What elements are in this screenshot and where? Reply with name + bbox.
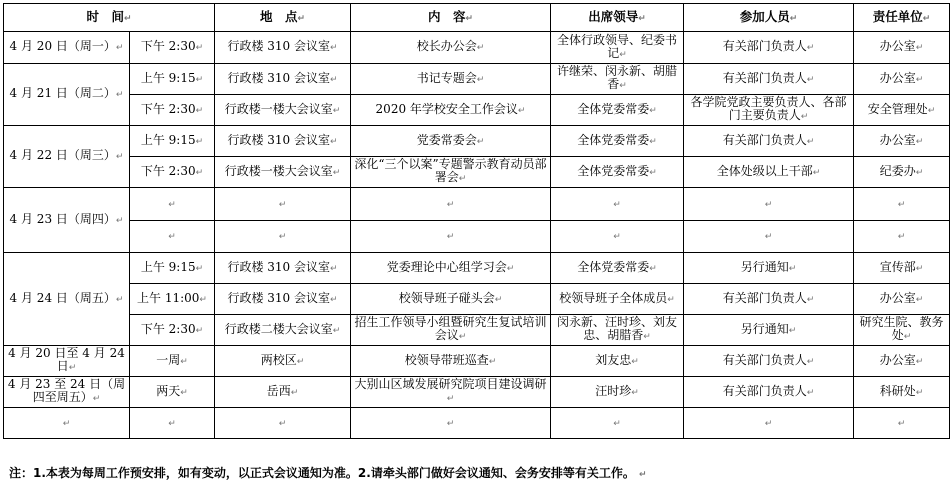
table-row [4,408,950,439]
paragraph-mark-icon: ↵ [903,332,912,342]
paragraph-mark-icon: ↵ [476,74,485,85]
leader-cell-text: 许继荣、闵永新、胡腊香 [556,64,677,91]
leader-cell-text: 汪时珍 [595,383,632,398]
unit-cell [854,126,950,157]
paragraph-mark-icon: ↵ [915,167,924,178]
paragraph-mark-icon: ↵ [915,43,924,53]
content-cell [351,315,551,346]
unit-cell-text: 办公室 [879,290,916,305]
paragraph-mark-icon: ↵ [812,167,821,178]
paragraph-mark-icon: ↵ [915,387,924,398]
attendees-cell-text: 各学院党政主要负责人、各部门主要负责人 [690,95,847,122]
content-cell-text: 校领导班子碰头会 [398,290,495,305]
leader-cell [551,284,684,315]
time-cell [130,284,215,315]
time-cell [130,377,215,408]
date-cell [4,377,130,408]
paragraph-mark-icon: ↵ [446,418,455,429]
place-cell-text: 行政楼一楼大会议室 [224,163,333,178]
time-cell [130,315,215,346]
content-cell [351,284,551,315]
header-content: 内 容↵ [351,4,551,32]
place-cell [215,95,351,126]
table-row [4,157,950,188]
content-cell [351,221,551,253]
paragraph-mark-icon: ↵ [806,74,815,85]
place-cell [215,284,351,315]
table-row [4,126,950,157]
paragraph-mark-icon: ↵ [494,294,503,305]
paragraph-mark-icon: ↵ [613,199,621,210]
attendees-cell-text: 有关部门负责人 [722,70,807,85]
paragraph-mark-icon: ↵ [506,263,515,274]
table-row [4,346,950,377]
paragraph-mark-icon: ↵ [332,105,341,116]
unit-cell-text: 科研处 [879,383,916,398]
time-cell-text: 下午 2:30 [140,321,196,336]
leader-cell-text: 全体行政领导、纪委书记 [556,32,677,60]
place-cell-text: 行政楼二楼大会议室 [224,321,333,336]
paragraph-mark-icon: ↵ [649,105,657,116]
paragraph-mark-icon: ↵ [764,418,773,429]
paragraph-mark-icon: ↵ [278,232,287,242]
unit-cell-text: 研究生院、教务处 [859,315,944,342]
time-cell-text: 下午 2:30 [140,39,196,53]
paragraph-mark-icon: ↵ [476,136,485,147]
attendees-cell [684,95,854,126]
paragraph-mark-icon: ↵ [446,394,455,404]
attendees-cell [684,157,854,188]
paragraph-mark-icon: ↵ [517,105,526,116]
place-cell [215,377,351,408]
unit-cell-text: 安全管理处 [867,101,928,116]
schedule-body [4,32,950,439]
paragraph-mark-icon: ↵ [332,167,341,178]
time-cell [130,408,215,439]
paragraph-mark-icon: ↵ [195,74,204,85]
paragraph-mark-icon: ↵ [115,215,124,226]
content-cell-text: 大别山区域发展研究院项目建设调研 [354,377,547,391]
paragraph-mark-icon: ↵ [330,263,338,274]
content-cell-text: 党委常委会 [416,132,477,147]
content-cell [351,253,551,284]
time-cell [130,346,215,377]
paragraph-mark-icon: ↵ [332,325,341,336]
attendees-cell-text: 有关部门负责人 [722,352,807,367]
content-cell [351,188,551,221]
attendees-cell-text: 全体处级以上干部 [716,163,813,178]
paragraph-mark-icon: ↵ [619,49,627,60]
unit-cell-text: 办公室 [879,70,916,85]
paragraph-mark-icon: ↵ [458,174,467,184]
attendees-cell-text: 另行通知 [740,321,789,336]
paragraph-mark-icon: ↵ [613,232,621,242]
paragraph-mark-icon: ↵ [446,232,455,242]
time-cell-text: 下午 2:30 [140,163,196,178]
paragraph-mark-icon: ↵ [631,356,639,367]
paragraph-mark-icon: ↵ [199,294,207,305]
leader-cell-text: 全体党委常委 [577,259,650,274]
date-cell [4,126,130,188]
leader-cell [551,315,684,346]
place-cell-text: 行政楼 310 会议室 [227,39,330,53]
paragraph-mark-icon: ↵ [330,74,338,85]
time-cell-text: 下午 2:30 [140,101,196,116]
unit-cell-text: 办公室 [879,39,916,53]
paragraph-mark-icon: ↵ [764,232,773,242]
time-cell [130,95,215,126]
content-cell-text: 校领导带班巡查 [404,352,489,367]
paragraph-mark-icon: ↵ [115,152,124,162]
date-cell-text: 4 月 21 日（周二） [9,86,116,100]
attendees-cell [684,32,854,64]
table-row [4,64,950,95]
paragraph-mark-icon: ↵ [613,418,621,429]
attendees-cell [684,315,854,346]
paragraph-mark-icon: ↵ [806,356,815,367]
time-cell-text: 上午 9:15 [140,259,196,274]
attendees-cell [684,253,854,284]
attendees-cell-text: 另行通知 [740,259,789,274]
paragraph-mark-icon: ↵ [649,167,657,178]
paragraph-mark-icon: ↵ [115,294,124,305]
leader-cell [551,408,684,439]
place-cell-text: 岳西 [266,383,291,398]
content-cell [351,64,551,95]
place-cell-text: 行政楼 310 会议室 [227,290,330,305]
paragraph-mark-icon: ↵ [788,325,797,336]
time-cell-text: 一周 [156,352,181,367]
date-cell [4,32,130,64]
paragraph-mark-icon: ↵ [631,387,639,398]
paragraph-mark-icon: ↵ [897,418,906,429]
date-cell [4,64,130,126]
paragraph-mark-icon: ↵ [115,90,124,100]
paragraph-mark-icon: ↵ [915,136,924,147]
content-cell [351,157,551,188]
footnote: 注：1.本表为每周工作预安排，如有变动，以正式会议通知为准。2.请牵头部门做好会议通知、会务安排等有关工作。 ↵ [9,466,647,480]
paragraph-mark-icon: ↵ [806,294,815,305]
leader-cell [551,188,684,221]
paragraph-mark-icon: ↵ [195,105,204,116]
table-row [4,95,950,126]
date-cell-text: 4 月 23 日（周四） [9,211,116,226]
leader-cell-text: 闵永新、汪时珍、刘友忠、胡腊香 [556,315,677,342]
date-cell-text: 4 月 23 至 24 日（周四至周五） [7,377,126,404]
paragraph-mark-icon: ↵ [330,136,338,147]
time-cell [130,221,215,253]
place-cell [215,126,351,157]
date-cell [4,188,130,253]
paragraph-mark-icon: ↵ [476,43,485,53]
leader-cell [551,157,684,188]
leader-cell-text: 全体党委常委 [577,101,650,116]
content-cell-text: 招生工作领导小组暨研究生复试培训会议 [354,315,547,342]
place-cell [215,32,351,64]
attendees-cell-text: 有关部门负责人 [722,132,807,147]
paragraph-mark-icon: ↵ [115,43,124,53]
place-cell [215,188,351,221]
table-row [4,221,950,253]
leader-cell-text: 全体党委常委 [577,163,650,178]
content-cell-text: 校长办公会 [416,39,477,53]
paragraph-mark-icon: ↵ [296,356,305,367]
time-cell [130,188,215,221]
place-cell-text: 行政楼 310 会议室 [227,70,330,85]
unit-cell-text: 办公室 [879,352,916,367]
date-cell-text: 4 月 20 日至 4 月 24 日 [8,346,125,373]
header-unit: 责任单位↵ [854,4,950,32]
leader-cell [551,346,684,377]
header-attendees: 参加人员↵ [684,4,854,32]
paragraph-mark-icon: ↵ [195,263,204,274]
unit-cell [854,64,950,95]
weekly-schedule-table [3,3,950,439]
paragraph-mark-icon: ↵ [278,199,287,210]
leader-cell [551,32,684,64]
content-cell [351,377,551,408]
unit-cell [854,284,950,315]
header-row [4,4,950,32]
unit-cell [854,95,950,126]
time-cell [130,157,215,188]
unit-cell-text: 办公室 [879,132,916,147]
content-cell [351,126,551,157]
leader-cell [551,221,684,253]
unit-cell [854,188,950,221]
place-cell [215,221,351,253]
date-cell [4,346,130,377]
paragraph-mark-icon: ↵ [649,263,657,274]
paragraph-mark-icon: ↵ [92,394,101,404]
paragraph-mark-icon: ↵ [195,43,204,53]
paragraph-mark-icon: ↵ [806,136,815,147]
paragraph-mark-icon: ↵ [330,43,338,53]
paragraph-mark-icon: ↵ [195,325,204,336]
leader-cell [551,126,684,157]
time-cell-text: 两天 [156,383,181,398]
table-row [4,188,950,221]
content-cell-text: 党委理论中心组学习会 [386,259,507,274]
time-cell [130,253,215,284]
content-cell [351,408,551,439]
unit-cell-text: 纪委办 [879,163,916,178]
attendees-cell [684,284,854,315]
paragraph-mark-icon: ↵ [897,199,906,210]
attendees-cell-text: 有关部门负责人 [722,39,807,53]
date-cell-text: 4 月 22 日（周三） [9,148,116,162]
time-cell [130,64,215,95]
table-row [4,377,950,408]
paragraph-mark-icon: ↵ [788,263,797,274]
unit-cell [854,32,950,64]
paragraph-mark-icon: ↵ [806,43,815,53]
paragraph-mark-icon: ↵ [915,74,924,85]
attendees-cell-text: 有关部门负责人 [722,290,807,305]
paragraph-mark-icon: ↵ [68,363,77,373]
unit-cell-text: 宣传部 [879,259,916,274]
paragraph-mark-icon: ↵ [800,112,809,122]
paragraph-mark-icon: ↵ [897,232,906,242]
date-cell [4,408,130,439]
leader-cell [551,377,684,408]
leader-cell [551,64,684,95]
table-row [4,284,950,315]
place-cell [215,346,351,377]
table-row [4,32,950,64]
unit-cell [854,408,950,439]
paragraph-mark-icon: ↵ [62,418,71,429]
date-cell [4,253,130,346]
content-cell [351,32,551,64]
time-cell-text: 上午 9:15 [140,132,196,147]
paragraph-mark-icon: ↵ [915,356,924,367]
time-cell [130,32,215,64]
content-cell [351,346,551,377]
paragraph-mark-icon: ↵ [915,294,924,305]
attendees-cell [684,188,854,221]
attendees-cell [684,221,854,253]
place-cell-text: 两校区 [260,352,297,367]
attendees-cell [684,126,854,157]
attendees-cell [684,64,854,95]
paragraph-mark-icon: ↵ [278,418,287,429]
paragraph-mark-icon: ↵ [330,294,338,305]
unit-cell [854,315,950,346]
paragraph-mark-icon: ↵ [667,294,675,305]
paragraph-mark-icon: ↵ [764,199,773,210]
time-cell-text: 上午 9:15 [140,70,196,85]
attendees-cell [684,408,854,439]
leader-cell [551,253,684,284]
unit-cell [854,377,950,408]
leader-cell-text: 刘友忠 [595,352,632,367]
paragraph-mark-icon: ↵ [195,167,204,178]
attendees-cell-text: 有关部门负责人 [722,383,807,398]
attendees-cell [684,346,854,377]
paragraph-mark-icon: ↵ [643,332,651,342]
table-row [4,253,950,284]
place-cell-text: 行政楼 310 会议室 [227,259,330,274]
paragraph-mark-icon: ↵ [915,263,924,274]
paragraph-mark-icon: ↵ [168,418,176,429]
paragraph-mark-icon: ↵ [180,387,188,398]
place-cell [215,315,351,346]
time-cell-text: 上午 11:00 [137,290,200,305]
paragraph-mark-icon: ↵ [168,232,176,242]
place-cell [215,64,351,95]
place-cell [215,157,351,188]
leader-cell-text: 全体党委常委 [577,132,650,147]
attendees-cell [684,377,854,408]
table-row [4,315,950,346]
paragraph-mark-icon: ↵ [927,105,936,116]
content-cell-text: 深化“三个以案”专题警示教育动员部署会 [354,157,547,184]
time-cell [130,126,215,157]
header-place: 地 点↵ [215,4,351,32]
leader-cell [551,95,684,126]
paragraph-mark-icon: ↵ [168,199,176,210]
place-cell-text: 行政楼一楼大会议室 [224,101,333,116]
unit-cell [854,253,950,284]
content-cell-text: 2020 年学校安全工作会议 [375,101,518,116]
paragraph-mark-icon: ↵ [446,199,455,210]
unit-cell [854,346,950,377]
place-cell [215,408,351,439]
place-cell [215,253,351,284]
leader-cell-text: 校领导班子全体成员 [559,290,668,305]
content-cell [351,95,551,126]
place-cell-text: 行政楼 310 会议室 [227,132,330,147]
paragraph-mark-icon: ↵ [458,332,467,342]
paragraph-mark-icon: ↵ [619,81,627,91]
paragraph-mark-icon: ↵ [195,136,204,147]
paragraph-mark-icon: ↵ [488,356,497,367]
paragraph-mark-icon: ↵ [649,136,657,147]
paragraph-mark-icon: ↵ [180,356,188,367]
content-cell-text: 书记专题会 [416,70,477,85]
header-time: 时 间↵ [4,4,215,32]
date-cell-text: 4 月 24 日（周五） [9,290,116,305]
paragraph-mark-icon: ↵ [806,387,815,398]
header-leader: 出席领导↵ [551,4,684,32]
unit-cell [854,221,950,253]
paragraph-mark-icon: ↵ [290,387,299,398]
date-cell-text: 4 月 20 日（周一） [9,39,116,53]
unit-cell [854,157,950,188]
